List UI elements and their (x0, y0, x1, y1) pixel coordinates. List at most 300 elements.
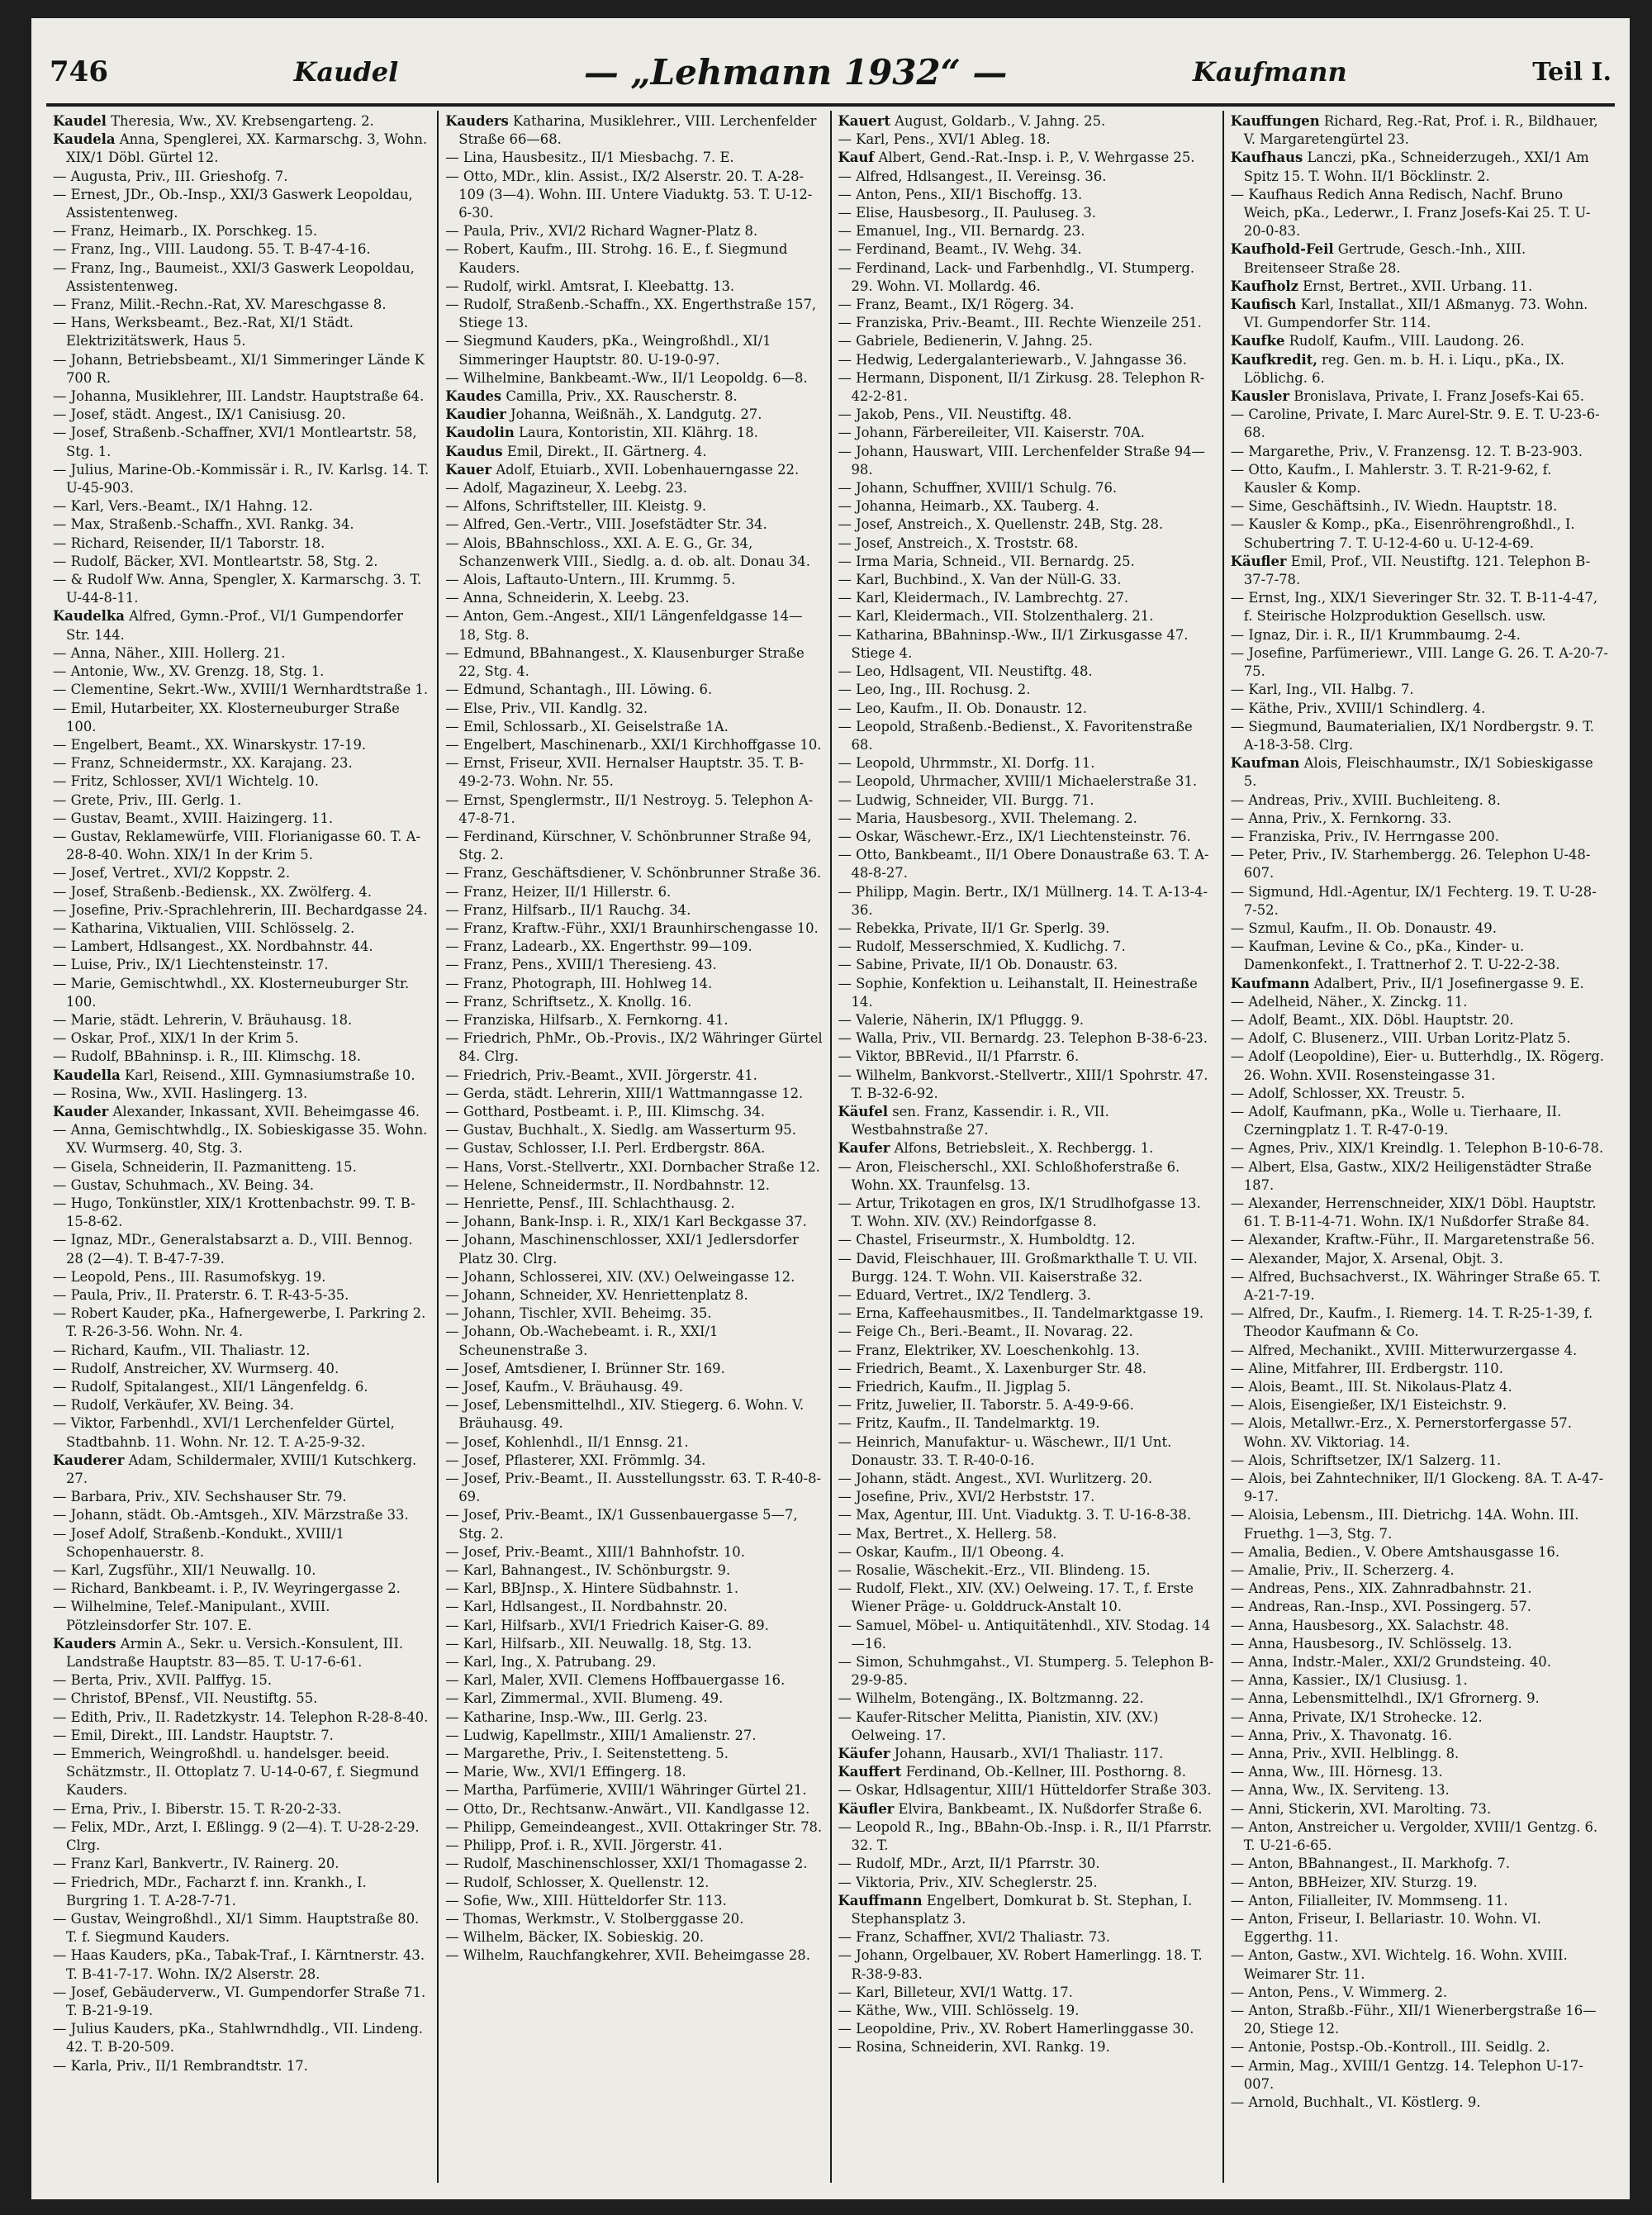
directory-entry: — Alfons, Schriftsteller, III. Kleistg. 9. (445, 498, 707, 515)
directory-entry: — Oskar, Hdlsagentur, XIII/1 Hütteldorfer Straße 303. (838, 1782, 1212, 1799)
directory-entry: — Ernst, Ing., XIX/1 Sieveringer Str. 32. T. B-11-4-47, f. Steirische Holzproduktion Gesellsch. usw. (1230, 590, 1598, 625)
directory-entry: — Oskar, Prof., XIX/1 In der Krim 5. (53, 1030, 299, 1047)
directory-entry: — Marie, Ww., XVI/1 Effingerg. 18. (445, 1764, 686, 1780)
directory-entry: — Philipp, Prof. i. R., XVII. Jörgerstr. 41. (445, 1837, 723, 1854)
directory-entry: — David, Fleischhauer, III. Großmarkthalle T. U. VII. Burgg. 124. T. Wohn. VII. Kaiserstraße 32. (838, 1250, 1198, 1285)
directory-entry: — Richard, Kaufm., VII. Thaliastr. 12. (53, 1342, 311, 1358)
directory-entry: — Josefine, Priv.-Sprachlehrerin, III. Bechardgasse 24. (53, 901, 428, 918)
directory-entry: — Leo, Hdlsagent, VII. Neustiftg. 48. (838, 663, 1093, 680)
directory-entry: — Katharine, Insp.-Ww., III. Gerlg. 23. (445, 1709, 708, 1725)
directory-entry: — Käthe, Priv., XVIII/1 Schindlerg. 4. (1230, 700, 1486, 716)
directory-entry: — Eduard, Vertret., IX/2 Tendlerg. 3. (838, 1287, 1091, 1303)
directory-entry: — Franz, Heizer, II/1 Hillerstr. 6. (445, 883, 672, 900)
directory-entry: — Aloisia, Lebensm., III. Dietrichg. 14A. Wohn. III. Fruethg. 1—3, Stg. 7. (1230, 1507, 1579, 1542)
directory-entry: — Ernst, Spenglermstr., II/1 Nestroyg. 5. Telephon A-47-8-71. (445, 791, 814, 826)
directory-entry: — Johann, Schuffner, XVIII/1 Schulg. 76. (838, 480, 1118, 497)
directory-entry: — Leopold, Pens., III. Rasumofskyg. 19. (53, 1268, 326, 1285)
directory-entry: — Julius Kauders, pKa., Stahlwrndhdlg., VII. Lindeng. 42. T. B-20-509. (53, 2021, 424, 2056)
directory-entry: — Friedrich, Priv.-Beamt., XVII. Jörgerstr. 41. (445, 1067, 757, 1083)
running-head-left: Kaudel (293, 56, 399, 88)
directory-entry: — Josef, Kaufm., V. Bräuhausg. 49. (445, 1379, 683, 1395)
directory-entry: — Franz, Milit.-Rechn.-Rat, XV. Mareschgasse 8. (53, 297, 387, 313)
directory-entry: Kaufer Alfons, Betriebsleit., X. Rechbergg. 1. (838, 1140, 1154, 1157)
directory-entry: — Karl, BBJnsp., X. Hintere Südbahnstr. 1. (445, 1580, 739, 1597)
directory-entry: — Anna, Indstr.-Maler., XXI/2 Grundsteing. 40. (1230, 1654, 1551, 1671)
directory-entry: — Hermann, Disponent, II/1 Zirkusg. 28. Telephon R-42-2-81. (838, 369, 1205, 405)
directory-entry: — Amalia, Bedien., V. Obere Amtshausgasse 16. (1230, 1543, 1560, 1560)
directory-entry: — Fritz, Juwelier, II. Taborstr. 5. A-49-9-66. (838, 1397, 1134, 1414)
directory-entry: — Martha, Parfümerie, XVIII/1 Währinger Gürtel 21. (445, 1782, 807, 1799)
part-label: Teil I. (1532, 57, 1612, 87)
directory-entry: — Johann, Schlosserei, XIV. (XV.) Oelweingasse 12. (445, 1268, 795, 1285)
directory-entry: — Robert Kauder, pKa., Hafnergewerbe, I. Parkring 2. T. R-26-3-56. Wohn. Nr. 4. (53, 1305, 426, 1340)
directory-entry: — Anna, Priv., X. Thavonatg. 16. (1230, 1727, 1452, 1743)
directory-entry: — Erna, Kaffeehausmitbes., II. Tandelmarktgasse 19. (838, 1305, 1204, 1322)
directory-entry: — Johanna, Musiklehrer, III. Landstr. Hauptstraße 64. (53, 388, 425, 405)
directory-entry: — Franz, Ladearb., XX. Engerthstr. 99—109. (445, 939, 752, 955)
directory-entry: — Anna, Hausbesorg., IV. Schlösselg. 13. (1230, 1635, 1512, 1652)
directory-entry: — Adolf, Beamt., XIX. Döbl. Hauptstr. 20. (1230, 1011, 1514, 1028)
directory-entry: — Paula, Priv., II. Praterstr. 6. T. R-43-5-35. (53, 1287, 349, 1303)
directory-entry: — Edmund, BBahnangest., X. Klausenburger Straße 22, Stg. 4. (445, 644, 805, 680)
directory-entry: — Ernest, JDr., Ob.-Insp., XXI/3 Gaswerk Leopoldau, Assistentenweg. (53, 186, 413, 221)
directory-page (31, 18, 1630, 2199)
directory-entry: — Emil, Direkt., III. Landstr. Hauptstr. 7. (53, 1727, 334, 1743)
directory-entry: — Ludwig, Schneider, VII. Burgg. 71. (838, 791, 1094, 808)
directory-entry: — Valerie, Näherin, IX/1 Pfluggg. 9. (838, 1011, 1085, 1028)
directory-entry: — Clementine, Sekrt.-Ww., XVIII/1 Wernhardtstraße 1. (53, 682, 429, 698)
directory-entry: — Franz, Ing., VIII. Laudong. 55. T. B-47-4-16. (53, 241, 371, 258)
directory-entry: — Karl, Zimmermal., XVII. Blumeng. 49. (445, 1690, 724, 1707)
directory-entry: — Johann, städt. Ob.-Amtsgeh., XIV. Märzstraße 33. (53, 1507, 409, 1523)
directory-entry: — Karl, Kleidermach., IV. Lambrechtg. 27. (838, 590, 1129, 606)
directory-entry: — Rebekka, Private, II/1 Gr. Sperlg. 39. (838, 920, 1110, 936)
directory-entry: — Josefine, Parfümeriewr., VIII. Lange G. 26. T. A-20-7-75. (1230, 644, 1608, 680)
directory-entry: Kauffungen Richard, Reg.-Rat, Prof. i. R., Bildhauer, V. Margaretengürtel 23. (1230, 113, 1598, 148)
directory-entry: Kaufhaus Lanczi, pKa., Schneiderzugeh., XXI/1 Am Spitz 15. T. Wohn. II/1 Böcklinstr. 2. (1230, 150, 1589, 184)
directory-entry: — Anna, Näher., XIII. Hollerg. 21. (53, 644, 286, 661)
directory-entry: — Karl, Maler, XVII. Clemens Hoffbauergasse 16. (445, 1672, 786, 1689)
directory-entry: — Chastel, Friseurmstr., X. Humboldtg. 12. (838, 1232, 1136, 1248)
directory-entry: — Johann, Schneider, XV. Henriettenplatz 8. (445, 1287, 748, 1303)
directory-entry: — Sophie, Konfektion u. Leihanstalt, II. Heinestraße 14. (838, 975, 1198, 1010)
directory-entry: — Alexander, Major, X. Arsenal, Objt. 3. (1230, 1250, 1503, 1267)
directory-entry: — Emanuel, Ing., VII. Bernardg. 23. (838, 223, 1085, 240)
directory-entry: — Gustav, Buchhalt., X. Siedlg. am Wasserturm 95. (445, 1122, 796, 1138)
directory-entry: — Karla, Priv., II/1 Rembrandtstr. 17. (53, 2057, 308, 2074)
page-header (50, 43, 1612, 101)
directory-entry: — Alois, Metallwr.-Erz., X. Pernerstorfergasse 57. Wohn. XV. Viktoriag. 14. (1230, 1415, 1572, 1450)
directory-entry: Kaudela Anna, Spenglerei, XX. Karmarschg. 3, Wohn. XIX/1 Döbl. Gürtel 12. (53, 131, 428, 166)
page-number: 746 (50, 55, 108, 88)
directory-entry: — Franz, Schaffner, XVI/2 Thaliastr. 73. (838, 1929, 1110, 1946)
running-head-right: Kaufmann (1193, 56, 1347, 88)
directory-entry: — Ferdinand, Beamt., IV. Wehg. 34. (838, 241, 1082, 258)
directory-entry: — Paula, Priv., XVI/2 Richard Wagner-Platz 8. (445, 223, 758, 240)
directory-entry: — Szmul, Kaufm., II. Ob. Donaustr. 49. (1230, 920, 1497, 936)
directory-entry: — Sofie, Ww., XIII. Hütteldorfer Str. 113. (445, 1892, 727, 1908)
directory-entry: — Maria, Hausbesorg., XVII. Thelemang. 2. (838, 810, 1137, 826)
directory-entry: — Leopold, Uhrmmstr., XI. Dorfg. 11. (838, 755, 1095, 772)
directory-entry: — Wilhelm, Bäcker, IX. Sobieskig. 20. (445, 1929, 705, 1946)
directory-entry: — Ignaz, Dir. i. R., II/1 Krummbaumg. 2-4. (1230, 626, 1521, 643)
column-2 (439, 111, 831, 2183)
directory-entry: — Franz, Beamt., IX/1 Rögerg. 34. (838, 297, 1075, 313)
directory-entry: — Anton, Filialleiter, IV. Mommseng. 11. (1230, 1892, 1508, 1908)
directory-entry: — Adolf, Kaufmann, pKa., Wolle u. Tierhaare, II. Czerningplatz 1. T. R-47-0-19. (1230, 1103, 1562, 1138)
directory-entry: Kauders Katharina, Musiklehrer., VIII. Lerchenfelder Straße 66—68. (445, 113, 817, 148)
directory-entry: — Gustav, Schuhmach., XV. Being. 34. (53, 1176, 315, 1193)
directory-entry: — Josef, Kohlenhdl., II/1 Ennsg. 21. (445, 1433, 689, 1450)
directory-entry: — Josef, Vertret., XVI/2 Koppstr. 2. (53, 865, 291, 882)
directory-entry: — Robert, Kaufm., III. Strohg. 16. E., f. Siegmund Kauders. (445, 241, 788, 276)
directory-entry: — Hans, Vorst.-Stellvertr., XXI. Dornbacher Straße 12. (445, 1158, 820, 1175)
directory-entry: — Peter, Priv., IV. Starhembergg. 26. Telephon U-48-607. (1230, 847, 1591, 882)
directory-entry: — Friedrich, Beamt., X. Laxenburger Str. 48. (838, 1360, 1146, 1376)
directory-entry: — Alois, BBahnschloss., XXI. A. E. G., Gr. 34, Schanzenwerk VIII., Siedlg. a. d. ob. alt. Donau 34. (445, 535, 810, 569)
directory-entry: — Josef, Pflasterer, XXI. Frömmlg. 34. (445, 1452, 706, 1468)
directory-entry: — Edmund, Schantagh., III. Löwing. 6. (445, 682, 713, 698)
directory-entry: — Philipp, Magin. Bertr., IX/1 Müllnerg. 14. T. A-13-4-36. (838, 883, 1208, 918)
directory-entry: — Alois, Laftauto-Untern., III. Krummg. 5. (445, 572, 736, 588)
directory-entry: — Edith, Priv., II. Radetzkystr. 14. Telephon R-28-8-40. (53, 1709, 429, 1725)
directory-entry: — Samuel, Möbel- u. Antiquitätenhdl., XIV. Stodag. 14—16. (838, 1617, 1211, 1652)
directory-entry: — Josef, Priv.-Beamt., IX/1 Gussenbauergasse 5—7, Stg. 2. (445, 1507, 798, 1542)
directory-entry: Kauderer Adam, Schildermaler, XVIII/1 Kutschkerg. 27. (53, 1452, 417, 1487)
directory-entry: — Marie, Gemischtwhdl., XX. Klosterneuburger Str. 100. (53, 975, 410, 1010)
directory-entry: — Max, Agentur, III. Unt. Viaduktg. 3. T. U-16-8-38. (838, 1507, 1192, 1523)
directory-entry: — Johann, Betriebsbeamt., XI/1 Simmeringer Lände K 700 R. (53, 351, 425, 386)
directory-entry: — Johann, Ob.-Wachebeamt. i. R., XXI/1 Scheunenstraße 3. (445, 1324, 719, 1358)
directory-entry: — Anna, Ww., IX. Serviteng. 13. (1230, 1782, 1450, 1799)
directory-entry: Kaufman Alois, Fleischhaumstr., IX/1 Sobieskigasse 5. (1230, 755, 1593, 790)
directory-entry: — Otto, MDr., klin. Assist., IX/2 Alserstr. 20. T. A-28-109 (3—4). Wohn. III. Untere Viaduktg. 53. T. U-12-6-30. (445, 168, 813, 221)
directory-entry: Kauffert Ferdinand, Ob.-Kellner, III. Posthorng. 8. (838, 1764, 1186, 1780)
directory-entry: — Gabriele, Bedienerin, V. Jahng. 25. (838, 333, 1093, 349)
directory-entry: — Karl, Ing., VII. Halbg. 7. (1230, 682, 1414, 698)
directory-entry: — Anton, Pens., V. Wimmerg. 2. (1230, 1984, 1448, 2000)
directory-entry: — Johann, Orgelbauer, XV. Robert Hamerlingg. 18. T. R-38-9-83. (838, 1947, 1203, 1982)
directory-entry: — Adolf (Leopoldine), Eier- u. Butterhdlg., IX. Rögerg. 26. Wohn. XVII. Rosensteingasse 31. (1230, 1048, 1605, 1083)
directory-entry: — Andreas, Ran.-Insp., XVI. Possingerg. 57. (1230, 1599, 1531, 1615)
directory-entry: — Christof, BPensf., VII. Neustiftg. 55. (53, 1690, 318, 1707)
directory-entry: — Siegmund, Baumaterialien, IX/1 Nordbergstr. 9. T. A-18-3-58. Clrg. (1230, 718, 1594, 753)
directory-entry: Käufler Emil, Prof., VII. Neustiftg. 121. Telephon B-37-7-78. (1230, 553, 1591, 588)
directory-entry: — Karl, Bahnangest., IV. Schönburgstr. 9. (445, 1562, 731, 1579)
directory-entry: — Katharina, Viktualien, VIII. Schlösselg. 2. (53, 920, 355, 936)
directory-entry: — Franziska, Priv.-Beamt., III. Rechte Wienzeile 251. (838, 315, 1202, 331)
directory-entry: — Ferdinand, Kürschner, V. Schönbrunner Straße 94, Stg. 2. (445, 828, 812, 863)
directory-entry: — Viktoria, Priv., XIV. Scheglerstr. 25. (838, 1874, 1098, 1890)
directory-entry: — Franz, Hilfsarb., II/1 Rauchg. 34. (445, 901, 691, 918)
directory-entry: — Julius, Marine-Ob.-Kommissär i. R., IV. Karlsg. 14. T. U-45-903. (53, 461, 430, 497)
directory-entry: — Artur, Trikotagen en gros, IX/1 Strudlhofgasse 13. T. Wohn. XIV. (XV.) Reindorfgasse 8. (838, 1195, 1201, 1230)
directory-entry: — Karl, Billeteur, XVI/1 Wattg. 17. (838, 1984, 1073, 2000)
directory-entry: — Ernst, Friseur, XVII. Hernalser Hauptstr. 35. T. B-49-2-73. Wohn. Nr. 55. (445, 755, 804, 790)
directory-entry: — Fritz, Kaufm., II. Tandelmarktg. 19. (838, 1415, 1100, 1432)
directory-entry: — Franz, Schriftsetz., X. Knollg. 16. (445, 993, 692, 1010)
directory-entry: — Sime, Geschäftsinh., IV. Wiedn. Hauptstr. 18. (1230, 498, 1558, 515)
directory-entry: — Leopold R., Ing., BBahn-Ob.-Insp. i. R., II/1 Pfarrstr. 32. T. (838, 1818, 1213, 1854)
directory-entry: — Helene, Schneidermstr., II. Nordbahnstr. 12. (445, 1176, 770, 1193)
directory-entry: — Heinrich, Manufaktur- u. Wäschewr., II/1 Unt. Donaustr. 33. T. R-40-0-16. (838, 1433, 1172, 1468)
directory-entry: Kaudes Camilla, Priv., XX. Rauscherstr. 8. (445, 388, 738, 405)
directory-entry: — Anton, Anstreicher u. Vergolder, XVIII/1 Gentzg. 6. T. U-21-6-65. (1230, 1818, 1598, 1854)
directory-entry: Kauer Adolf, Etuiarb., XVII. Lobenhauerngasse 22. (445, 461, 800, 478)
directory-entry: Kaufholz Ernst, Bertret., XVII. Urbang. 11. (1230, 278, 1533, 294)
directory-entry: — Rudolf, Verkäufer, XV. Being. 34. (53, 1397, 294, 1414)
directory-entry: — Franz, Kraftw.-Führ., XXI/1 Braunhirschengasse 10. (445, 920, 819, 936)
directory-entry: — Viktor, BBRevid., II/1 Pfarrstr. 6. (838, 1048, 1080, 1065)
directory-entry: — Alfred, Mechanikt., XVIII. Mitterwurzergasse 4. (1230, 1342, 1578, 1358)
directory-entry: — Kaufhaus Redich Anna Redisch, Nachf. Bruno Weich, pKa., Lederwr., I. Franz Josefs-Kai 25. T. U-20-0-83. (1230, 186, 1591, 240)
column-3 (832, 111, 1224, 2183)
directory-entry: — Simon, Schuhmgahst., VI. Stumperg. 5. Telephon B-29-9-85. (838, 1654, 1214, 1689)
directory-entry: — Walla, Priv., VII. Bernardg. 23. Telephon B-38-6-23. (838, 1030, 1208, 1047)
directory-entry: — Josef, Straßenb.-Bediensk., XX. Zwölferg. 4. (53, 883, 373, 900)
directory-entry: — Adolf, C. Blusenerz., VIII. Urban Loritz-Platz 5. (1230, 1030, 1571, 1047)
directory-entry: Kaufmann Adalbert, Priv., II/1 Josefinergasse 9. E. (1230, 975, 1584, 991)
directory-entry: — Anna, Private, IX/1 Strohecke. 12. (1230, 1709, 1483, 1725)
directory-entry: — Franz, Heimarb., IX. Porschkeg. 15. (53, 223, 318, 240)
directory-entry: Kaudus Emil, Direkt., II. Gärtnerg. 4. (445, 443, 707, 459)
directory-entry: — Josef, Amtsdiener, I. Brünner Str. 169. (445, 1360, 725, 1376)
directory-entry: — Karl, Ing., X. Patrubang. 29. (445, 1654, 657, 1671)
directory-entry: — Hugo, Tonkünstler, XIX/1 Krottenbachstr. 99. T. B-15-8-62. (53, 1195, 415, 1230)
directory-entry: — Alfred, Dr., Kaufm., I. Riemerg. 14. T. R-25-1-39, f. Theodor Kaufmann & Co. (1230, 1305, 1593, 1340)
directory-entry: — Franz, Pens., XVIII/1 Theresieng. 43. (445, 957, 717, 973)
directory-entry: Kauf Albert, Gend.-Rat.-Insp. i. P., V. Wehrgasse 25. (838, 150, 1195, 166)
directory-entry: — Gustav, Beamt., XVIII. Haizingerg. 11. (53, 810, 334, 826)
directory-entry: — Alexander, Kraftw.-Führ., II. Margaretenstraße 56. (1230, 1232, 1595, 1248)
directory-entry: — Anton, BBahnangest., II. Markhofg. 7. (1230, 1856, 1511, 1872)
directory-title: — „Lehmann 1932“ — (583, 51, 1008, 93)
directory-entry: — Karl, Zugsführ., XII/1 Neuwallg. 10. (53, 1562, 316, 1579)
directory-entry: — Karl, Vers.-Beamt., IX/1 Hahng. 12. (53, 498, 313, 515)
directory-entry: — & Rudolf Ww. Anna, Spengler, X. Karmarschg. 3. T. U-44-8-11. (53, 572, 422, 606)
directory-entry: — Anna, Kassier., IX/1 Clusiusg. 1. (1230, 1672, 1468, 1689)
directory-entry: — Karl, Hdlsangest., II. Nordbahnstr. 20. (445, 1599, 728, 1615)
directory-entry: — Emil, Schlossarb., XI. Geiselstraße 1A. (445, 718, 729, 734)
directory-entry: — Rosalie, Wäschekit.-Erz., VII. Blindeng. 15. (838, 1562, 1151, 1579)
header-rule (46, 103, 1615, 107)
directory-entry: — Josefine, Priv., XVI/2 Herbststr. 17. (838, 1489, 1095, 1505)
directory-entry: Kaufkredit, reg. Gen. m. b. H. i. Liqu., pKa., IX. Löblichg. 6. (1230, 351, 1564, 386)
directory-entry: — Antonie, Ww., XV. Grenzg. 18, Stg. 1. (53, 663, 325, 680)
directory-entry: — Franziska, Priv., IV. Herrngasse 200. (1230, 828, 1499, 844)
directory-entry: — Alfred, Gen.-Vertr., VIII. Josefstädter Str. 34. (445, 516, 767, 533)
directory-entry: — Josef, Lebensmittelhdl., XIV. Stiegerg. 6. Wohn. V. Bräuhausg. 49. (445, 1397, 805, 1432)
directory-entry: — Otto, Dr., Rechtsanw.-Anwärt., VII. Kandlgasse 12. (445, 1800, 810, 1817)
directory-entry: Kauffmann Engelbert, Domkurat b. St. Stephan, I. Stephansplatz 3. (838, 1892, 1193, 1927)
directory-entry: Kaufisch Karl, Installat., XII/1 Aßmanyg. 73. Wohn. VI. Gumpendorfer Str. 114. (1230, 297, 1588, 331)
directory-entry: — Else, Priv., VII. Kandlg. 32. (445, 700, 648, 716)
directory-entry: — Rudolf, BBahninsp. i. R., III. Klimschg. 18. (53, 1048, 361, 1065)
directory-entry: Kauder Alexander, Inkassant, XVII. Beheimgasse 46. (53, 1103, 420, 1119)
directory-entry: — Viktor, Farbenhdl., XVI/1 Lerchenfelder Gürtel, Stadtbahnb. 11. Wohn. Nr. 12. T. A-25-9-32. (53, 1415, 395, 1450)
directory-entry: — Adolf, Schlosser, XX. Treustr. 5. (1230, 1085, 1465, 1101)
directory-entry: — Gisela, Schneiderin, II. Pazmanitteng. 15. (53, 1158, 357, 1175)
directory-entry: — Franziska, Hilfsarb., X. Fernkorng. 41. (445, 1011, 729, 1028)
directory-entry: — Armin, Mag., XVIII/1 Gentzg. 14. Telephon U-17-007. (1230, 2057, 1583, 2092)
directory-entry: — Friedrich, MDr., Facharzt f. inn. Krankh., I. Burgring 1. T. A-28-7-71. (53, 1874, 367, 1908)
directory-entry: — Irma Maria, Schneid., VII. Bernardg. 25. (838, 553, 1135, 569)
directory-entry: — Rosina, Schneiderin, XVI. Rankg. 19. (838, 2039, 1110, 2056)
directory-entry: — Ignaz, MDr., Generalstabsarzt a. D., VIII. Bennog. 28 (2—4). T. B-47-7-39. (53, 1232, 413, 1267)
directory-entry: — Hans, Werksbeamt., Bez.-Rat, XI/1 Städt. Elektrizitätswerk, Haus 5. (53, 315, 354, 349)
directory-entry: Kaudolin Laura, Kontoristin, XII. Klährg. 18. (445, 425, 758, 441)
directory-entry: — Andreas, Priv., XVIII. Buchleiteng. 8. (1230, 791, 1501, 808)
directory-entry: Kaufke Rudolf, Kaufm., VIII. Laudong. 26. (1230, 333, 1525, 349)
directory-entry: — Erna, Priv., I. Biberstr. 15. T. R-20-2-33. (53, 1800, 342, 1817)
directory-entry: — Alexander, Herrenschneider, XIX/1 Döbl. Hauptstr. 61. T. B-11-4-71. Wohn. IX/1 Nußdorfer Straße 84. (1230, 1195, 1597, 1230)
directory-entry: — Leopold, Uhrmacher, XVIII/1 Michaelerstraße 31. (838, 773, 1198, 790)
directory-entry: — Rudolf, wirkl. Amtsrat, I. Kleebattg. 13. (445, 278, 735, 294)
directory-entry: — Kaufer-Ritscher Melitta, Pianistin, XIV. (XV.) Oelweing. 17. (838, 1709, 1159, 1743)
directory-entry: — Felix, MDr., Arzt, I. Eßlingg. 9 (2—4). T. U-28-2-29. Clrg. (53, 1818, 420, 1854)
directory-entry: — Anton, Straßb.-Führ., XII/1 Wienerbergstraße 16—20, Stiege 12. (1230, 2002, 1597, 2037)
directory-entry: — Franz, Ing., Baumeist., XXI/3 Gaswerk Leopoldau, Assistentenweg. (53, 259, 415, 294)
directory-entry: — Franz, Geschäftsdiener, V. Schönbrunner Straße 36. (445, 865, 822, 882)
directory-entry: — Karl, Kleidermach., VII. Stolzenthalerg. 21. (838, 608, 1154, 625)
directory-entry: — Max, Bertret., X. Hellerg. 58. (838, 1525, 1057, 1542)
directory-entry: — Oskar, Wäschewr.-Erz., IX/1 Liechtensteinstr. 76. (838, 828, 1191, 844)
directory-entry: Kauert August, Goldarb., V. Jahng. 25. (838, 113, 1106, 129)
directory-entry: — Feige Ch., Beri.-Beamt., II. Novarag. 22. (838, 1324, 1133, 1340)
directory-entry: — Adolf, Magazineur, X. Leebg. 23. (445, 480, 687, 497)
directory-entry: — Otto, Kaufm., I. Mahlerstr. 3. T. R-21-9-62, f. Kausler & Komp. (1230, 461, 1552, 497)
directory-entry: — Rudolf, Messerschmied, X. Kudlichg. 7. (838, 939, 1126, 955)
directory-entry: — Alois, Schriftsetzer, IX/1 Salzerg. 11. (1230, 1452, 1502, 1468)
directory-entry: — Albert, Elsa, Gastw., XIX/2 Heiligenstädter Straße 187. (1230, 1158, 1592, 1193)
directory-entry: — Gustav, Reklamewürfe, VIII. Florianigasse 60. T. A-28-8-40. Wohn. XIX/1 In der Krim 5. (53, 828, 420, 863)
directory-entry: — Franz Karl, Bankvertr., IV. Rainerg. 20. (53, 1856, 339, 1872)
directory-entry: — Aron, Fleischerschl., XXI. Schloßhoferstraße 6. Wohn. XX. Traunfelsg. 13. (838, 1158, 1180, 1193)
directory-entry: — Max, Straßenb.-Schaffn., XVI. Rankg. 34. (53, 516, 354, 533)
directory-entry: — Johanna, Heimarb., XX. Tauberg. 4. (838, 498, 1100, 515)
directory-entry: — Johann, Tischler, XVII. Beheimg. 35. (445, 1305, 712, 1322)
directory-entry: — Engelbert, Maschinenarb., XXI/1 Kirchhoffgasse 10. (445, 736, 822, 753)
directory-entry: — Karl, Hilfsarb., XII. Neuwallg. 18, Stg. 13. (445, 1635, 752, 1652)
directory-entry: — Wilhelm, Botengäng., IX. Boltzmanng. 22. (838, 1690, 1144, 1707)
directory-entry: — Wilhelm, Rauchfangkehrer, XVII. Beheimgasse 28. (445, 1947, 810, 1964)
directory-entry: — Antonie, Postsp.-Ob.-Kontroll., III. Seidlg. 2. (1230, 2039, 1550, 2056)
directory-entry: — Rudolf, Bäcker, XVI. Montleartstr. 58, Stg. 2. (53, 553, 378, 569)
directory-entry: — Josef, Anstreich., X. Troststr. 68. (838, 535, 1079, 551)
column-4 (1224, 111, 1615, 2183)
directory-entry: — Otto, Bankbeamt., II/1 Obere Donaustraße 63. T. A-48-8-27. (838, 847, 1209, 882)
directory-entry: — Caroline, Private, I. Marc Aurel-Str. 9. E. T. U-23-6-68. (1230, 406, 1600, 441)
directory-entry: — Josef, städt. Angest., IX/1 Canisiusg. 20. (53, 406, 346, 423)
directory-entry: — Lambert, Hdlsangest., XX. Nordbahnstr. 44. (53, 939, 373, 955)
directory-entry: — Johann, städt. Angest., XVI. Wurlitzerg. 20. (838, 1471, 1153, 1487)
directory-entry: — Wilhelm, Bankvorst.-Stellvertr., XIII/1 Spohrstr. 47. T. B-32-6-92. (838, 1067, 1208, 1101)
directory-entry: Kausler Bronislava, Private, I. Franz Josefs-Kai 65. (1230, 388, 1584, 405)
directory-entry: — Alfred, Buchsachverst., IX. Währinger Straße 65. T. A-21-7-19. (1230, 1268, 1602, 1303)
directory-entry: — Friedrich, Kaufm., II. Jigplag 5. (838, 1379, 1071, 1395)
directory-entry: — Katharina, BBahninsp.-Ww., II/1 Zirkusgasse 47. Stiege 4. (838, 626, 1189, 661)
directory-entry: — Sabine, Private, II/1 Ob. Donaustr. 63. (838, 957, 1118, 973)
directory-entry: — Gotthard, Postbeamt. i. P., III. Klimschg. 34. (445, 1103, 766, 1119)
directory-entry: — Berta, Priv., XVII. Palffyg. 15. (53, 1672, 273, 1689)
directory-entry: — Henriette, Pensf., III. Schlachthausg. 2. (445, 1195, 735, 1211)
directory-entry: Käufler Elvira, Bankbeamt., IX. Nußdorfer Straße 6. (838, 1800, 1203, 1817)
directory-entry: — Josef, Gebäuderverw., VI. Gumpendorfer Straße 71. T. B-21-9-19. (53, 1984, 426, 2018)
directory-entry: — Agnes, Priv., XIX/1 Kreindlg. 1. Telephon B-10-6-78. (1230, 1140, 1604, 1157)
directory-entry: — Anna, Gemischtwhdlg., IX. Sobieskigasse 35. Wohn. XV. Wurmserg. 40, Stg. 3. (53, 1122, 428, 1157)
directory-entry: — Alois, Eisengießer, IX/1 Eisteichstr. 9. (1230, 1397, 1507, 1414)
directory-entry: — Sigmund, Hdl.-Agentur, IX/1 Fechterg. 19. T. U-28-7-52. (1230, 883, 1597, 918)
directory-entry: — Anton, Pens., XII/1 Bischoffg. 13. (838, 186, 1083, 202)
directory-entry: — Rudolf, MDr., Arzt, II/1 Pfarrstr. 30. (838, 1856, 1100, 1872)
directory-entry: — Margarethe, Priv., I. Seitenstetteng. 5. (445, 1746, 729, 1762)
directory-entry: — Oskar, Kaufm., II/1 Obeong. 4. (838, 1543, 1065, 1560)
directory-entry: — Thomas, Werkmstr., V. Stolberggasse 20. (445, 1910, 744, 1927)
directory-entry: — Rudolf, Schlosser, X. Quellenstr. 12. (445, 1874, 710, 1890)
directory-entry: Kaufhold-Feil Gertrude, Gesch.-Inh., XIII. Breitenseer Straße 28. (1230, 241, 1526, 276)
directory-entry: Kaudella Karl, Reisend., XIII. Gymnasiumstraße 10. (53, 1067, 415, 1083)
directory-entry: — Elise, Hausbesorg., II. Pauluseg. 3. (838, 205, 1096, 221)
directory-entry: — Karl, Hilfsarb., XVI/1 Friedrich Kaiser-G. 89. (445, 1617, 769, 1633)
directory-entry: — Karl, Pens., XVI/1 Ableg. 18. (838, 131, 1051, 148)
directory-entry: — Barbara, Priv., XIV. Sechshauser Str. 79. (53, 1489, 347, 1505)
directory-entry: — Johann, Maschinenschlosser, XXI/1 Jedlersdorfer Platz 30. Clrg. (445, 1232, 799, 1267)
directory-entry: — Alfred, Hdlsangest., II. Vereinsg. 36. (838, 168, 1107, 184)
directory-entry: — Emmerich, Weingroßhdl. u. handelsger. beeid. Schätzmstr., II. Ottoplatz 7. U-14-0-67, f. Siegmund Kauders. (53, 1746, 420, 1799)
directory-entry: — Ludwig, Kapellmstr., XIII/1 Amalienstr. 27. (445, 1727, 757, 1743)
directory-entry: — Anna, Hausbesorg., XX. Salachstr. 48. (1230, 1617, 1509, 1633)
directory-entry: — Kausler & Komp., pKa., Eisenröhrengroßhdl., I. Schubertring 7. T. U-12-4-60 u. U-12-4-69. (1230, 516, 1575, 551)
directory-entry: — Josef, Anstreich., X. Quellenstr. 24B, Stg. 28. (838, 516, 1164, 533)
directory-entry: — Alois, Beamt., III. St. Nikolaus-Platz 4. (1230, 1379, 1512, 1395)
directory-entry: — Andreas, Pens., XIX. Zahnradbahnstr. 21. (1230, 1580, 1532, 1597)
directory-entry: — Rudolf, Anstreicher, XV. Wurmserg. 40. (53, 1360, 339, 1376)
directory-entry: — Emil, Hutarbeiter, XX. Klosterneuburger Straße 100. (53, 700, 400, 734)
directory-entry: Kaudier Johanna, Weißnäh., X. Landgutg. 27. (445, 406, 762, 423)
directory-entry: — Haas Kauders, pKa., Tabak-Traf., I. Kärntnerstr. 43. T. B-41-7-17. Wohn. IX/2 Alserstr. 28. (53, 1947, 425, 1982)
directory-entry: — Anton, BBHeizer, XIV. Sturzg. 19. (1230, 1874, 1478, 1890)
directory-entry: Kauders Armin A., Sekr. u. Versich.-Konsulent, III. Landstraße Hauptstr. 83—85. T. U-17-6-61. (53, 1635, 404, 1671)
directory-entry: — Arnold, Buchhalt., VI. Köstlerg. 9. (1230, 2094, 1481, 2110)
directory-entry: — Josef, Straßenb.-Schaffner, XVI/1 Montleartstr. 58, Stg. 1. (53, 425, 417, 459)
directory-entry: — Anni, Stickerin, XVI. Marolting. 73. (1230, 1800, 1492, 1817)
directory-entry: — Hedwig, Ledergalanteriewarb., V. Jahngasse 36. (838, 351, 1187, 368)
directory-entry: — Rosina, Ww., XVII. Haslingerg. 13. (53, 1085, 308, 1101)
directory-entry: — Johann, Hauswart, VIII. Lerchenfelder Straße 94—98. (838, 443, 1205, 478)
directory-entry: — Johann, Bank-Insp. i. R., XIX/1 Karl Beckgasse 37. (445, 1214, 807, 1230)
directory-entry: Kaudel Theresia, Ww., XV. Krebsengarteng. 2. (53, 113, 374, 129)
directory-entry: — Gustav, Weingroßhdl., XI/1 Simm. Hauptstraße 80. T. f. Siegmund Kauders. (53, 1910, 420, 1946)
directory-entry: — Richard, Bankbeamt. i. P., IV. Weyringergasse 2. (53, 1580, 401, 1597)
directory-entry: — Siegmund Kauders, pKa., Weingroßhdl., XI/1 Simmeringer Hauptstr. 80. U-19-0-97. (445, 333, 771, 368)
directory-entry: — Jakob, Pens., VII. Neustiftg. 48. (838, 406, 1072, 423)
directory-entry: — Gustav, Schlosser, I.I. Perl. Erdbergstr. 86A. (445, 1140, 766, 1157)
directory-entry: Kaudelka Alfred, Gymn.-Prof., VI/1 Gumpendorfer Str. 144. (53, 608, 403, 643)
directory-entry: — Anton, Gastw., XVI. Wichtelg. 16. Wohn. XVIII. Weimarer Str. 11. (1230, 1947, 1568, 1982)
directory-entry: — Anna, Lebensmittelhdl., IX/1 Gfrornerg. 9. (1230, 1690, 1540, 1707)
directory-entry: — Augusta, Priv., III. Grieshofg. 7. (53, 168, 288, 184)
directory-entry: — Wilhelmine, Telef.-Manipulant., XVIII. Pötzleinsdorfer Str. 107. E. (53, 1599, 330, 1633)
directory-entry: — Rudolf, Flekt., XIV. (XV.) Oelweing. 17. T., f. Erste Wiener Präge- u. Golddruck-Anstalt 10. (838, 1580, 1194, 1615)
directory-entry: — Anton, Gem.-Angest., XII/1 Längenfeldgasse 14—18, Stg. 8. (445, 608, 803, 643)
directory-entry: — Leo, Ing., III. Rochusg. 2. (838, 682, 1031, 698)
column-1 (46, 111, 439, 2183)
directory-entry: — Josef, Priv.-Beamt., II. Ausstellungsstr. 63. T. R-40-8-69. (445, 1471, 822, 1505)
directory-entry: — Margarethe, Priv., V. Franzensg. 12. T. B-23-903. (1230, 443, 1583, 459)
directory-entry: — Amalie, Priv., II. Scherzerg. 4. (1230, 1562, 1455, 1579)
directory-entry: — Rudolf, Straßenb.-Schaffn., XX. Engerthstraße 157, Stiege 13. (445, 297, 817, 331)
directory-entry: — Wilhelmine, Bankbeamt.-Ww., II/1 Leopoldg. 6—8. (445, 369, 808, 386)
